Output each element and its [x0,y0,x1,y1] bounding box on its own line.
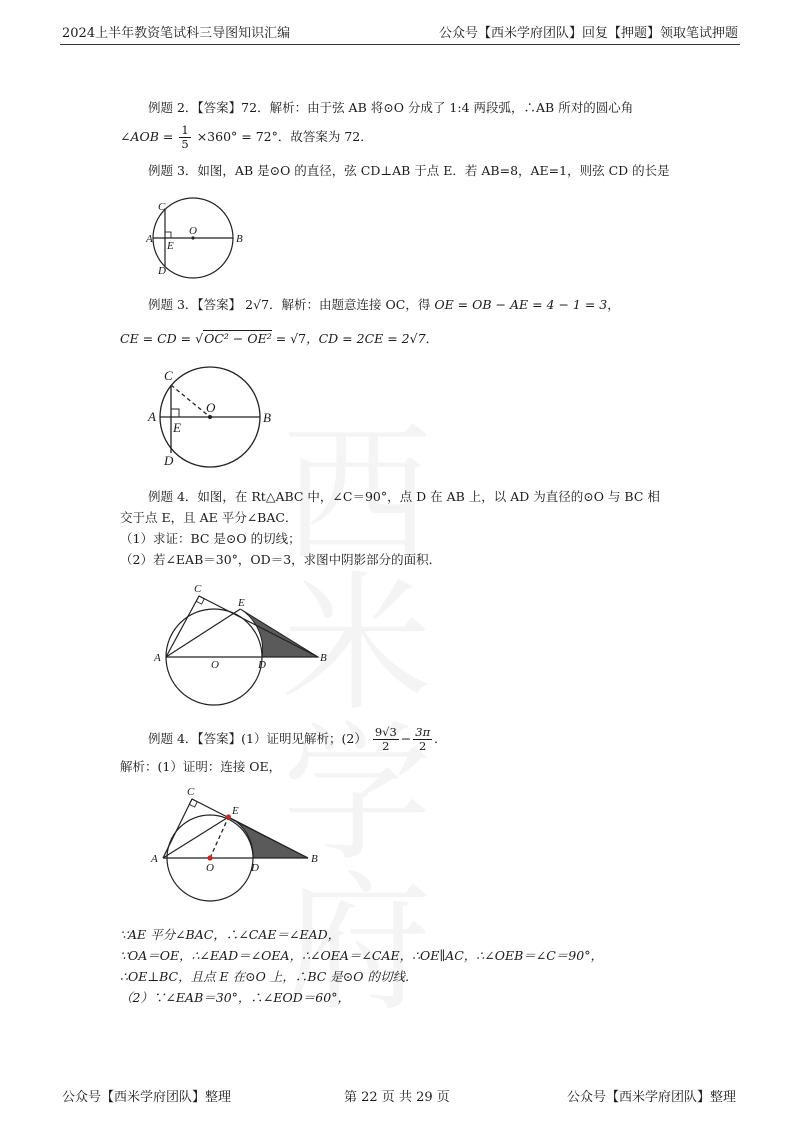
ex4a-label-c: C [187,786,195,798]
ex2-answer-line2 [120,124,373,151]
ex3a-center-dot [208,415,212,419]
footer-left: 公众号【西米学府团队】整理 [62,1090,232,1105]
ex3-answer-mid: ．解析：由题意连接 OC，得 [269,297,431,312]
ex4-line-ae [166,609,240,657]
ex4-label-e: E [238,597,245,609]
ex3a-label-c: C [164,368,173,383]
ex4-q2: （2）若∠EAB＝30°，OD＝3，求图中阴影部分的面积． [120,552,442,567]
proof-line3: ∴OE⊥BC，且点 E 在⊙O 上，∴BC 是⊙O 的切线． [120,969,418,984]
ex3-answer-line2: CE = CD = √OC² − OE² = √7，CD = 2CE = 2√7． [120,331,439,346]
ex4-label-a: A [154,652,161,664]
ex4-frac1-num: 9√3 [374,725,397,739]
ex4-answer-prefix: 例题 4．【答案】(1）证明见解析；(2） [148,731,367,746]
ex4a-label-b: B [311,853,318,865]
ex4-frac2-num: 3π [415,725,431,739]
ex4-frac1-den: 2 [382,739,390,753]
footer-right: 公众号【西米学府团队】整理 [566,1090,736,1105]
ex4a-label-d: D [251,862,259,874]
ex3-tail2: ． [425,331,439,346]
ex3-eq2c: = √7 [275,331,307,346]
ex2-lhs: ∠AOB = [120,129,174,144]
ex3a-right-angle [171,409,179,417]
ex3a-radius-oc [171,385,210,417]
ex4-figure [148,578,338,708]
ex4a-label-a: A [151,853,158,865]
ex4-frac2-den: 2 [419,739,427,753]
ex3-label-e: E [167,240,174,252]
ex2-tail: ．故答案为 72． [277,129,373,144]
ex4-shaded-region [240,609,318,657]
ex3a-label-a: A [148,409,156,424]
ex4-line1: 例题 4．如图，在 Rt△ABC 中，∠C＝90°，点 D 在 AB 上，以 AD 为直径的⊙O 与 BC 相 [148,489,660,504]
ex3-eq1: OE = OB − AE = 4 − 1 = 3 [434,297,608,312]
ex2-frac-num: 1 [181,123,189,137]
ex4a-dot-o [207,855,212,860]
ex4a-dot-e [226,814,231,819]
ex4-label-c: C [194,583,202,595]
ex3a-label-e: E [173,420,181,435]
ex3-answer-value: 2√7 [245,297,270,312]
ex4a-label-o: O [206,862,214,874]
ex3-label-o: O [189,225,197,237]
ex3-answer-figure [140,362,280,472]
ex4-frac1 [373,726,399,753]
ex4-answer-line [148,726,447,753]
ex4-minus: − [400,731,412,746]
ex4-answer-figure [148,782,338,912]
ex3-tail1: ， [607,297,620,312]
ex3-label-d: D [158,265,166,277]
ex2-answer-line1: 例题 2．【答案】72．解析：由于弦 AB 将⊙O 分成了 1:4 两段弧，∴AB 所对的圆心角 [148,100,634,115]
header-right: 公众号【西米学府团队】回复【押题】领取笔试押题 [438,26,738,41]
ex4-analysis: 解析：(1）证明：连接 OE， [120,759,282,774]
footer-page-number: 第 22 页 共 29 页 [344,1090,450,1105]
ex4-line-cb [199,596,318,657]
ex3-label-b: B [236,233,243,245]
proof-line4: （2）∵∠EAB＝30°，∴∠EOD＝60°， [120,990,350,1005]
ex4-label-o: O [211,659,219,671]
ex4a-label-e: E [232,805,239,817]
ex3-eq2b: OC² − OE² [204,331,272,346]
ex4-line2: 交于点 E，且 AE 平分∠BAC． [120,510,298,525]
proof-line1: ∵AE 平分∠BAC，∴∠CAE＝∠EAD， [120,927,341,942]
proof-line2: ∵OA＝OE，∴∠EAD＝∠OEA，∴∠OEA＝∠CAE，∴OE∥AC，∴∠OEB＝∠C＝90°， [120,948,603,963]
ex3-right-angle [165,232,171,238]
ex4-q1: （1）求证：BC 是⊙O 的切线； [120,531,301,546]
ex3-answer-prefix: 例题 3．【答案】 [148,297,242,312]
ex2-fraction [179,124,190,151]
ex4-label-b: B [320,652,327,664]
ex4-label-d: D [258,659,266,671]
ex3-question: 例题 3．如图，AB 是⊙O 的直径，弦 CD⊥AB 于点 E．若 AB=8，AE=1，则弦 CD 的长是 [148,163,670,178]
ex3a-label-d: D [164,453,174,468]
ex3-figure [140,190,250,280]
ex3a-label-o: O [206,400,216,415]
ex2-rhs: ×360° = 72° [196,129,278,144]
ex3-label-a: A [146,233,153,245]
ex3-label-c: C [158,201,166,213]
ex2-frac-den: 5 [181,137,189,151]
ex3-eq2a: CE = CD = [120,331,192,346]
ex4-frac2 [413,726,432,753]
header-left: 2024上半年教资笔试科三导图知识汇编 [62,26,291,41]
page-header [60,18,740,45]
ex4-line-ac [166,596,199,657]
ex3a-label-b: B [263,410,271,425]
ex3-answer-line1 [148,296,620,314]
ex3-eq3: ，CD = 2CE = 2√7 [306,331,426,346]
ex4-tail: ． [434,731,447,746]
